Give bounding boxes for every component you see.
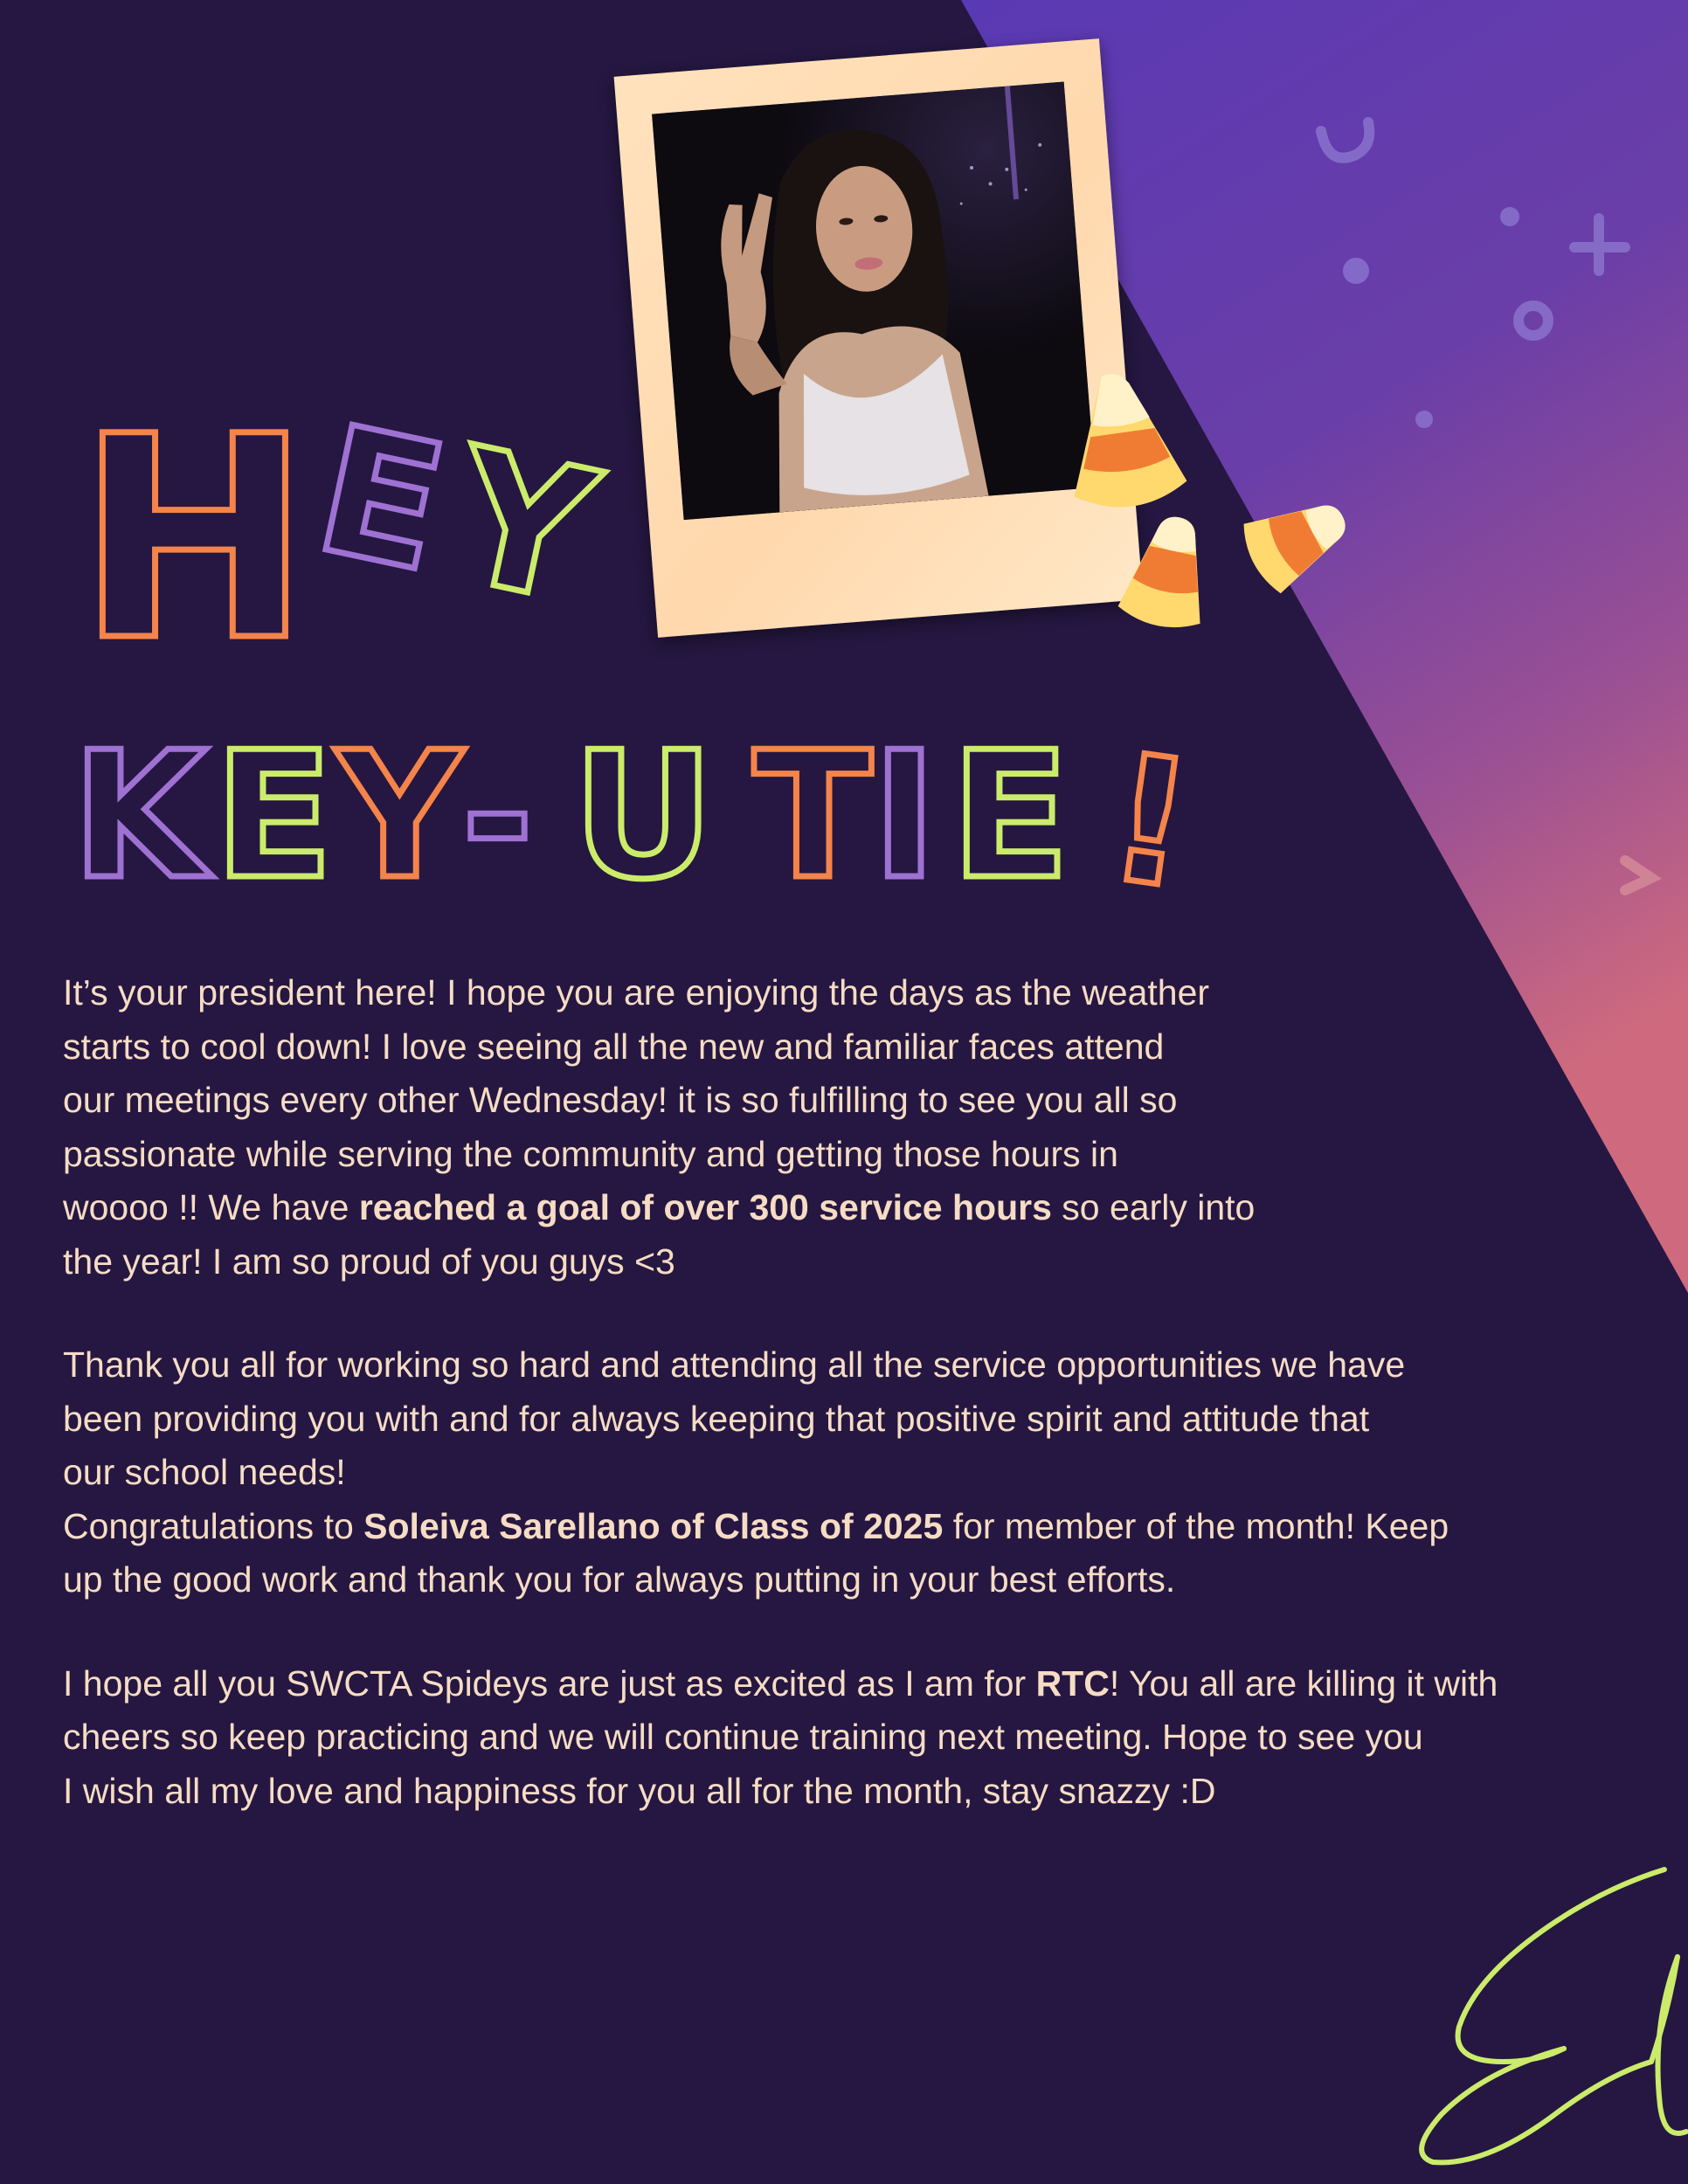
title-letter-y2: Y <box>336 715 463 918</box>
letter-line: It’s your president here! I hope you are enjoying the days as the weather <box>63 972 1210 1013</box>
letter-line: cheers so keep practicing and we will continue training next meeting. Hope to see you <box>63 1717 1423 1757</box>
title-letter-exclaim: ! <box>1097 715 1205 930</box>
title-letter-u: U <box>572 715 715 918</box>
title-letter-e: E <box>301 388 461 612</box>
title-letter-t: T <box>753 715 873 918</box>
candy-corn-icon <box>1114 511 1223 633</box>
rtc-highlight: RTC <box>1035 1662 1110 1704</box>
letter-line: passionate while serving the community and getting those hours in <box>63 1133 1118 1174</box>
letter-line: Thank you all for working so hard and attending all the service opportunities we have <box>63 1344 1406 1385</box>
signature-scribble <box>1389 1852 1688 2184</box>
letter-line: up the good work and thank you for always putting in your best efforts. <box>63 1559 1176 1600</box>
letter-body <box>63 966 1688 1818</box>
title-letter-i: I <box>872 715 937 918</box>
letter-text: so early into <box>1051 1187 1256 1227</box>
president-photo <box>652 81 1096 520</box>
letter-line: been providing you with and for always keeping that positive spirit and attitude that <box>63 1398 1370 1439</box>
candy-corn-icon <box>1059 367 1190 524</box>
service-hours-highlight: reached a goal of over 300 service hours <box>358 1187 1052 1227</box>
letter-text: ! You all are killing it with <box>1109 1662 1498 1704</box>
title-letter-dash: - <box>461 715 535 918</box>
letter-line <box>63 1500 1688 1554</box>
letter-text: I hope all you SWCTA Spideys are just as excited as I am for <box>63 1662 1036 1704</box>
letter-text: Congratulations to <box>63 1505 364 1546</box>
title-letter-e2: E <box>214 715 334 918</box>
letter-text: for member of the month! Keep <box>943 1505 1449 1546</box>
title-letter-y: Y <box>436 408 612 646</box>
letter-line: starts to cool down! I love seeing all the new and familiar faces attend <box>63 1026 1165 1067</box>
title-letter-h: H <box>77 377 311 702</box>
letter-text: woooo !! We have <box>63 1187 359 1227</box>
member-of-month-name: Soleiva Sarellano of Class of 2025 <box>363 1505 944 1546</box>
letter-line: I wish all my love and happiness for you all for the month, stay snazzy :D <box>63 1770 1216 1811</box>
letter-line <box>63 1181 1688 1235</box>
letter-line: our meetings every other Wednesday! it is so fulfilling to see you all so <box>63 1080 1178 1120</box>
title-letter-k: K <box>72 715 207 918</box>
letter-line: our school needs! <box>63 1452 346 1492</box>
polaroid-frame <box>614 38 1144 638</box>
letter-line <box>63 1657 1688 1711</box>
letter-line: the year! I am so proud of you guys <3 <box>63 1241 675 1282</box>
candy-corn-icon <box>1241 485 1359 594</box>
title-letter-e3: E <box>951 715 1070 918</box>
